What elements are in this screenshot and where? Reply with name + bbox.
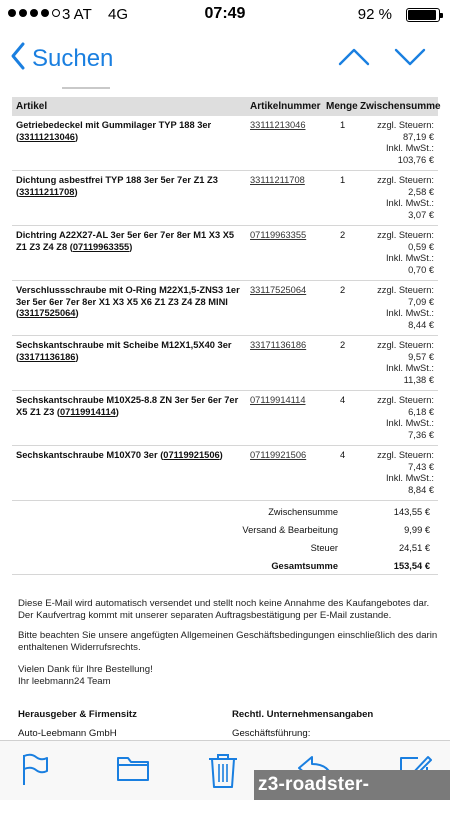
article-number-link[interactable]: 07119921506 bbox=[250, 450, 307, 460]
item-name: Sechskantschraube M10X70 3er (07119921506) bbox=[16, 450, 223, 460]
thanks-line: Vielen Dank für Ihre Bestellung! bbox=[18, 664, 153, 675]
totals-value: 143,55 € bbox=[393, 507, 430, 517]
terms-text: Bitte beachten Sie unsere angefügten Allgemeinen Geschäftsbedingungen einschließlich des darin enthaltenen Widerrufsrechts. bbox=[18, 630, 438, 653]
article-number-link[interactable]: 33111211708 bbox=[250, 175, 305, 185]
legal-management: Geschäftsführung: bbox=[232, 728, 311, 739]
totals-label: Gesamtsumme bbox=[271, 560, 338, 571]
item-name: Dichtring A22X27-AL 3er 5er 6er 7er 8er M1 X3 X5 Z1 Z3 Z4 Z8 (07119963355) bbox=[16, 230, 235, 252]
item-title: Sechskantschraube M10X25-8.8 ZN 3er 5er 6er 7er X5 Z1 Z3 bbox=[16, 395, 239, 417]
totals-value: 153,54 € bbox=[393, 560, 430, 571]
item-title: Verschlussschraube mit O-Ring M22X1,5-ZNS3 1er 3er 5er 6er 7er 8er X1 X3 X5 X6 Z1 Z3 Z4 Z8 MINI bbox=[16, 285, 240, 307]
price-line: Inkl. MwSt.: bbox=[385, 473, 434, 483]
item-price bbox=[360, 175, 438, 221]
item-price bbox=[360, 340, 438, 386]
move-to-folder-button[interactable] bbox=[116, 753, 150, 788]
carrier-name: 3 AT bbox=[62, 6, 92, 23]
article-number-link[interactable]: 07119914114 bbox=[250, 395, 306, 405]
price-line: 7,36 € bbox=[408, 429, 434, 440]
price-line: 3,07 € bbox=[408, 209, 434, 220]
publisher-heading: Herausgeber & Firmensitz bbox=[18, 709, 137, 720]
order-row bbox=[12, 391, 438, 446]
item-quantity: 1 bbox=[340, 175, 346, 185]
item-title: Sechskantschraube M10X70 3er bbox=[16, 450, 158, 460]
item-price bbox=[360, 395, 438, 441]
item-quantity: 2 bbox=[340, 230, 346, 240]
price-line: zzgl. Steuern: bbox=[377, 450, 434, 460]
totals-row bbox=[12, 539, 438, 557]
totals-label: Steuer bbox=[310, 543, 338, 553]
item-price bbox=[360, 230, 438, 276]
item-code-link[interactable]: 33111213046 bbox=[19, 131, 75, 142]
order-row bbox=[12, 281, 438, 336]
flag-icon bbox=[20, 774, 50, 791]
price-line: zzgl. Steuern: bbox=[377, 230, 434, 240]
price-line: 9,57 € bbox=[408, 351, 434, 362]
delete-button[interactable] bbox=[207, 753, 239, 794]
item-quantity: 1 bbox=[340, 120, 346, 130]
price-line: 6,18 € bbox=[408, 406, 434, 417]
network-type: 4G bbox=[108, 6, 129, 23]
item-code-link[interactable]: 33171136186 bbox=[19, 351, 76, 362]
back-button[interactable] bbox=[10, 42, 113, 75]
price-line: zzgl. Steuern: bbox=[377, 175, 434, 185]
price-line: zzgl. Steuern: bbox=[377, 120, 434, 130]
item-title: Sechskantschraube mit Scheibe M12X1,5X40 3er bbox=[16, 340, 232, 350]
item-price bbox=[360, 450, 438, 496]
price-line: 11,38 € bbox=[403, 374, 434, 385]
item-code-link[interactable]: 07119914114 bbox=[59, 406, 116, 417]
item-quantity: 2 bbox=[340, 285, 346, 295]
price-line: zzgl. Steuern: bbox=[377, 395, 434, 405]
order-row bbox=[12, 446, 438, 501]
next-message-button[interactable] bbox=[394, 46, 426, 73]
item-name: Verschlussschraube mit O-Ring M22X1,5-ZNS3 1er 3er 5er 6er 7er 8er X1 X3 X5 X6 Z1 Z3 Z4 Z8 MINI (33117525064) bbox=[16, 285, 240, 318]
totals-label: Zwischensumme bbox=[268, 507, 338, 517]
table-header bbox=[12, 97, 441, 116]
price-line: 8,44 € bbox=[408, 319, 434, 330]
previous-message-button[interactable] bbox=[338, 46, 370, 73]
order-row bbox=[12, 116, 438, 171]
publisher-company: Auto-Leebmann GmbH bbox=[18, 728, 117, 739]
item-name: Getriebedeckel mit Gummilager TYP 188 3er (33111213046) bbox=[16, 120, 212, 142]
signature-line: Ihr leebmann24 Team bbox=[18, 676, 111, 687]
order-totals bbox=[12, 503, 438, 575]
order-row bbox=[12, 171, 438, 226]
disclaimer-text: Diese E-Mail wird automatisch versendet und stellt noch keine Annahme des Kaufangebotes dar. Der Kaufvertrag kommt mit unserer separaten Auftragsbestätigung per E-Mail zustande. bbox=[18, 598, 430, 621]
price-line: zzgl. Steuern: bbox=[377, 340, 434, 350]
column-subtotal: Zwischensumme bbox=[360, 101, 441, 112]
chevron-left-icon bbox=[10, 42, 26, 75]
item-quantity: 4 bbox=[340, 450, 346, 460]
flag-button[interactable] bbox=[20, 753, 50, 792]
clock: 07:49 bbox=[204, 5, 246, 22]
item-quantity: 4 bbox=[340, 395, 346, 405]
order-row bbox=[12, 336, 438, 391]
totals-label: Versand & Bearbeitung bbox=[242, 525, 338, 535]
chevron-up-icon bbox=[338, 55, 370, 72]
column-article: Artikel bbox=[16, 101, 48, 112]
status-bar bbox=[0, 0, 450, 30]
price-line: 8,84 € bbox=[408, 484, 434, 495]
price-line: 7,09 € bbox=[408, 296, 434, 307]
column-quantity: Menge bbox=[326, 101, 358, 112]
price-line: Inkl. MwSt.: bbox=[385, 143, 434, 153]
trash-icon bbox=[207, 776, 239, 793]
article-number-link[interactable]: 33111213046 bbox=[250, 120, 306, 130]
totals-row bbox=[12, 521, 438, 539]
item-title: Dichtring A22X27-AL 3er 5er 6er 7er 8er M1 X3 X5 Z1 Z3 Z4 Z8 bbox=[16, 230, 235, 252]
price-line: Inkl. MwSt.: bbox=[385, 198, 434, 208]
item-name: Sechskantschraube M10X25-8.8 ZN 3er 5er 6er 7er X5 Z1 Z3 (07119914114) bbox=[16, 395, 239, 417]
folder-icon bbox=[116, 770, 150, 787]
price-line: 2,58 € bbox=[408, 186, 434, 197]
price-line: Inkl. MwSt.: bbox=[385, 308, 434, 318]
item-name: Dichtung asbestfrei TYP 188 3er 5er 7er Z1 Z3 (33111211708) bbox=[16, 175, 218, 197]
back-label: Suchen bbox=[32, 44, 114, 72]
item-price bbox=[360, 285, 438, 331]
totals-value: 9,99 € bbox=[404, 525, 430, 535]
totals-row bbox=[12, 503, 438, 521]
order-table bbox=[12, 97, 441, 575]
price-line: 87,19 € bbox=[402, 131, 434, 142]
price-line: 103,76 € bbox=[397, 154, 434, 165]
price-line: 0,59 € bbox=[408, 241, 434, 252]
chevron-down-icon bbox=[394, 55, 426, 72]
legal-heading: Rechtl. Unternehmensangaben bbox=[232, 709, 374, 720]
order-row bbox=[12, 226, 438, 281]
item-title: Getriebedeckel mit Gummilager TYP 188 3er bbox=[16, 120, 212, 130]
divider bbox=[62, 87, 110, 89]
item-code-link[interactable]: 33111211708 bbox=[19, 186, 75, 197]
price-line: 7,43 € bbox=[408, 461, 434, 472]
price-line: zzgl. Steuern: bbox=[377, 285, 434, 295]
price-line: Inkl. MwSt.: bbox=[385, 253, 434, 263]
battery-icon bbox=[406, 8, 440, 22]
price-line: Inkl. MwSt.: bbox=[385, 363, 434, 373]
item-quantity: 2 bbox=[340, 340, 346, 350]
navigation-bar bbox=[0, 30, 450, 88]
item-title: Dichtung asbestfrei TYP 188 3er 5er 7er Z1 Z3 bbox=[16, 175, 218, 185]
item-code-link[interactable]: 07119963355 bbox=[72, 241, 130, 252]
article-number-link[interactable]: 07119963355 bbox=[250, 230, 307, 240]
article-number-link[interactable]: 33117525064 bbox=[250, 285, 307, 295]
column-article-number: Artikelnummer bbox=[250, 101, 321, 112]
watermark: z3-roadster-forum.de bbox=[254, 770, 450, 800]
article-number-link[interactable]: 33171136186 bbox=[250, 340, 307, 350]
item-name: Sechskantschraube mit Scheibe M12X1,5X40 3er (33171136186) bbox=[16, 340, 232, 362]
totals-value: 24,51 € bbox=[398, 543, 430, 553]
item-code-link[interactable]: 07119921506 bbox=[163, 450, 220, 460]
totals-row bbox=[12, 557, 438, 575]
price-line: Inkl. MwSt.: bbox=[385, 418, 434, 428]
item-code-link[interactable]: 33117525064 bbox=[19, 308, 76, 318]
price-line: 0,70 € bbox=[408, 264, 434, 275]
item-price bbox=[360, 120, 438, 166]
battery-percentage: 92 % bbox=[357, 6, 392, 23]
thanks-text bbox=[18, 664, 438, 688]
